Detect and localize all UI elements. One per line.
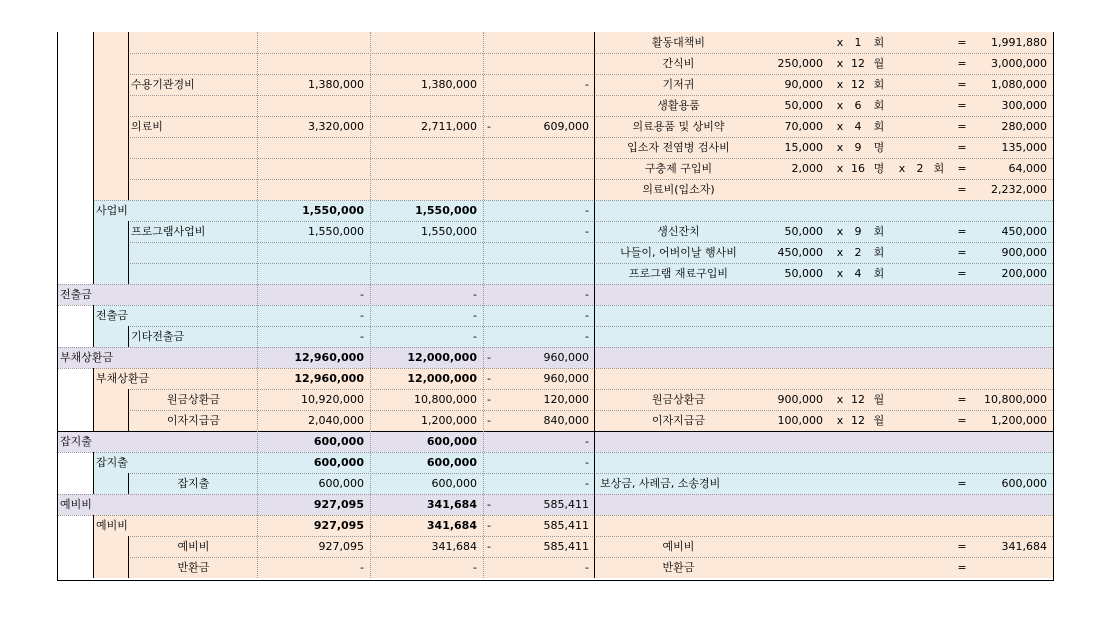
row-divider (128, 137, 1053, 138)
detail-itemLeft: 보상금, 사례금, 소송경비 (600, 477, 721, 490)
detail-total: 341,684 (1001, 540, 1047, 553)
cell-a: 927,095 (313, 498, 364, 511)
cell-b: 1,200,000 (421, 414, 477, 427)
detail-item: 생활용품 (657, 99, 700, 112)
detail-u1: 월 (873, 414, 885, 427)
cell-a: 1,380,000 (308, 78, 364, 91)
cell-c2: 예비비 (96, 519, 128, 532)
cell-a: - (360, 309, 364, 322)
detail-total: 900,000 (1001, 246, 1047, 259)
detail-item: 반환금 (662, 561, 695, 574)
detail-eq: = (957, 78, 967, 91)
cell-b: - (473, 561, 477, 574)
detail-total: 10,800,000 (984, 393, 1047, 406)
cell-b: 341,684 (426, 498, 477, 511)
row-divider (128, 53, 1053, 54)
detail-n1: 12 (851, 78, 865, 91)
detail-u1: 월 (873, 57, 885, 70)
column-rule (93, 32, 94, 284)
detail-item: 구충제 구입비 (644, 162, 713, 175)
cell-a: 600,000 (313, 435, 364, 448)
detail-price: 90,000 (784, 78, 823, 91)
detail-item: 프로그램 재료구입비 (628, 267, 729, 280)
cell-c3: 의료비 (131, 120, 163, 133)
cell-c2: 잡지출 (96, 456, 128, 469)
detail-n1: 12 (851, 414, 865, 427)
detail-n1: 2 (854, 246, 862, 259)
detail-x: x (836, 36, 844, 49)
column-rule-dotted (370, 32, 371, 578)
detail-eq: = (957, 267, 967, 280)
cell-d: - (585, 78, 589, 91)
cell-b: 600,000 (426, 456, 477, 469)
cell-d: 585,411 (543, 540, 589, 553)
cell-a: 1,550,000 (308, 225, 364, 238)
detail-item: 나들이, 어버이날 행사비 (620, 246, 737, 259)
detail-u1: 회 (873, 36, 885, 49)
cell-c3c: 이자지급금 (166, 414, 221, 427)
detail-u1: 회 (873, 267, 885, 280)
row-band (94, 137, 1053, 158)
detail-price: 450,000 (777, 246, 823, 259)
detail-eq: = (957, 561, 967, 574)
row-band (94, 53, 1053, 74)
detail-total: 1,080,000 (991, 78, 1047, 91)
row-band (94, 95, 1053, 116)
detail-price: 50,000 (784, 99, 823, 112)
detail-eq: = (957, 246, 967, 259)
detail-eq: = (957, 120, 967, 133)
detail-eq: = (957, 162, 967, 175)
column-rule-dotted (483, 32, 484, 578)
cell-d: - (585, 435, 589, 448)
row-divider (128, 242, 1053, 243)
detail-u2: 회 (933, 162, 945, 175)
cell-b: 2,711,000 (421, 120, 477, 133)
detail-u1: 명 (873, 141, 885, 154)
cell-s: - (487, 519, 491, 532)
cell-s: - (487, 540, 491, 553)
cell-a: 927,095 (313, 519, 364, 532)
detail-x: x (836, 225, 844, 238)
row-band (94, 263, 1053, 284)
cell-b: - (473, 288, 477, 301)
detail-price: 100,000 (777, 414, 823, 427)
detail-item: 생신잔치 (657, 225, 700, 238)
cell-d: 960,000 (543, 351, 589, 364)
cell-d: - (585, 309, 589, 322)
detail-n1: 12 (851, 393, 865, 406)
detail-price: 15,000 (784, 141, 823, 154)
detail-total: 2,232,000 (991, 183, 1047, 196)
cell-b: 341,684 (426, 519, 477, 532)
cell-s: - (487, 120, 491, 133)
cell-c1: 부채상환금 (60, 351, 114, 364)
detail-eq: = (957, 183, 967, 196)
detail-x: x (836, 57, 844, 70)
detail-total: 3,000,000 (991, 57, 1047, 70)
cell-d: 609,000 (543, 120, 589, 133)
detail-item: 이자지급금 (651, 414, 706, 427)
cell-s: - (487, 393, 491, 406)
cell-c3: 기타전출금 (131, 330, 185, 343)
cell-s: - (487, 498, 491, 511)
column-rule (594, 32, 595, 578)
cell-c3c: 반환금 (177, 561, 210, 574)
detail-total: 1,991,880 (991, 36, 1047, 49)
detail-total: 280,000 (1001, 120, 1047, 133)
cell-b: - (473, 309, 477, 322)
cell-c1: 잡지출 (60, 435, 92, 448)
cell-b: 1,380,000 (421, 78, 477, 91)
detail-eq: = (957, 99, 967, 112)
detail-x: x (836, 120, 844, 133)
detail-total: 300,000 (1001, 99, 1047, 112)
cell-c1: 예비비 (60, 498, 92, 511)
detail-item: 간식비 (662, 57, 695, 70)
detail-eq: = (957, 36, 967, 49)
cell-s: - (487, 351, 491, 364)
cell-s: - (487, 372, 491, 385)
detail-x: x (836, 99, 844, 112)
cell-b: - (473, 330, 477, 343)
cell-c2: 부채상환금 (96, 372, 150, 385)
column-rule (93, 368, 94, 431)
detail-u1: 회 (873, 246, 885, 259)
detail-x2: x (898, 162, 906, 175)
cell-d: 960,000 (543, 372, 589, 385)
detail-x: x (836, 78, 844, 91)
column-rule-dotted (257, 32, 258, 578)
detail-eq: = (957, 414, 967, 427)
cell-a: - (360, 561, 364, 574)
cell-a: 2,040,000 (308, 414, 364, 427)
detail-u1: 회 (873, 78, 885, 91)
cell-c2: 사업비 (96, 204, 128, 217)
detail-price: 50,000 (784, 267, 823, 280)
cell-d: - (585, 288, 589, 301)
cell-d: - (585, 330, 589, 343)
cell-c3: 프로그램사업비 (131, 225, 206, 238)
cell-a: - (360, 288, 364, 301)
detail-total: 64,000 (1008, 162, 1047, 175)
detail-n1: 6 (854, 99, 862, 112)
cell-d: - (585, 477, 589, 490)
detail-n1: 16 (851, 162, 865, 175)
row-band (94, 179, 1053, 200)
detail-x: x (836, 162, 844, 175)
detail-price: 250,000 (777, 57, 823, 70)
cell-b: 341,684 (431, 540, 477, 553)
cell-b: 12,000,000 (407, 372, 477, 385)
column-rule (93, 515, 94, 578)
cell-c2: 전출금 (96, 309, 128, 322)
cell-d: - (585, 204, 589, 217)
detail-total: 450,000 (1001, 225, 1047, 238)
detail-u1: 명 (873, 162, 885, 175)
detail-u1: 회 (873, 120, 885, 133)
detail-total: 135,000 (1001, 141, 1047, 154)
detail-eq: = (957, 540, 967, 553)
detail-total: 1,200,000 (991, 414, 1047, 427)
cell-d: - (585, 456, 589, 469)
detail-n1: 9 (854, 141, 862, 154)
detail-u1: 월 (873, 393, 885, 406)
column-rule (128, 221, 129, 284)
detail-x: x (836, 267, 844, 280)
detail-x: x (836, 414, 844, 427)
detail-price: 50,000 (784, 225, 823, 238)
cell-b: 12,000,000 (407, 351, 477, 364)
cell-s: - (487, 414, 491, 427)
detail-price: 2,000 (791, 162, 823, 175)
column-rule (128, 326, 129, 347)
cell-a: - (360, 330, 364, 343)
cell-a: 1,550,000 (302, 204, 364, 217)
budget-sheet (57, 32, 1054, 581)
cell-d: 585,411 (543, 498, 589, 511)
detail-x: x (836, 141, 844, 154)
cell-d: - (585, 225, 589, 238)
row-band (94, 158, 1053, 179)
detail-price: 900,000 (777, 393, 823, 406)
column-rule (93, 452, 94, 494)
detail-x: x (836, 246, 844, 259)
cell-c3c: 원금상환금 (166, 393, 221, 406)
detail-item: 기저귀 (662, 78, 695, 91)
cell-d: - (585, 561, 589, 574)
detail-eq: = (957, 141, 967, 154)
row-band (94, 32, 1053, 53)
cell-d: 585,411 (543, 519, 589, 532)
detail-item: 원금상환금 (651, 393, 706, 406)
detail-eq: = (957, 225, 967, 238)
detail-total: 200,000 (1001, 267, 1047, 280)
detail-item: 입소자 전염병 검사비 (627, 141, 730, 154)
cell-a: 3,320,000 (308, 120, 364, 133)
detail-n1: 4 (854, 120, 862, 133)
cell-b: 1,550,000 (415, 204, 477, 217)
detail-x: x (836, 393, 844, 406)
detail-item: 예비비 (662, 540, 695, 553)
cell-c3c: 잡지출 (177, 477, 210, 490)
cell-d: 840,000 (543, 414, 589, 427)
detail-n1: 4 (854, 267, 862, 280)
detail-item: 의료비(입소자) (642, 183, 715, 196)
detail-n1: 9 (854, 225, 862, 238)
row-band (94, 242, 1053, 263)
cell-b: 600,000 (431, 477, 477, 490)
cell-a: 12,960,000 (294, 351, 364, 364)
cell-c3: 수용기관경비 (131, 78, 195, 91)
cell-b: 600,000 (426, 435, 477, 448)
cell-c3c: 예비비 (177, 540, 210, 553)
detail-price: 70,000 (784, 120, 823, 133)
detail-item: 의료용품 및 상비약 (632, 120, 725, 133)
detail-n1: 12 (851, 57, 865, 70)
cell-a: 12,960,000 (294, 372, 364, 385)
detail-u1: 회 (873, 225, 885, 238)
cell-a: 927,095 (318, 540, 364, 553)
column-rule (128, 32, 129, 200)
detail-eq: = (957, 393, 967, 406)
cell-a: 600,000 (313, 456, 364, 469)
detail-eq: = (957, 477, 967, 490)
detail-total: 600,000 (1001, 477, 1047, 490)
row-divider (128, 263, 1053, 264)
cell-a: 600,000 (318, 477, 364, 490)
detail-item: 활동대책비 (651, 36, 706, 49)
cell-b: 10,800,000 (414, 393, 477, 406)
detail-u1: 회 (873, 99, 885, 112)
column-rule (93, 305, 94, 347)
detail-eq: = (957, 57, 967, 70)
detail-n1: 1 (854, 36, 862, 49)
cell-b: 1,550,000 (421, 225, 477, 238)
row-divider (128, 179, 1053, 180)
cell-d: 120,000 (543, 393, 589, 406)
cell-c1: 전출금 (60, 288, 92, 301)
row-divider (128, 95, 1053, 96)
cell-a: 10,920,000 (301, 393, 364, 406)
detail-n2: 2 (916, 162, 924, 175)
